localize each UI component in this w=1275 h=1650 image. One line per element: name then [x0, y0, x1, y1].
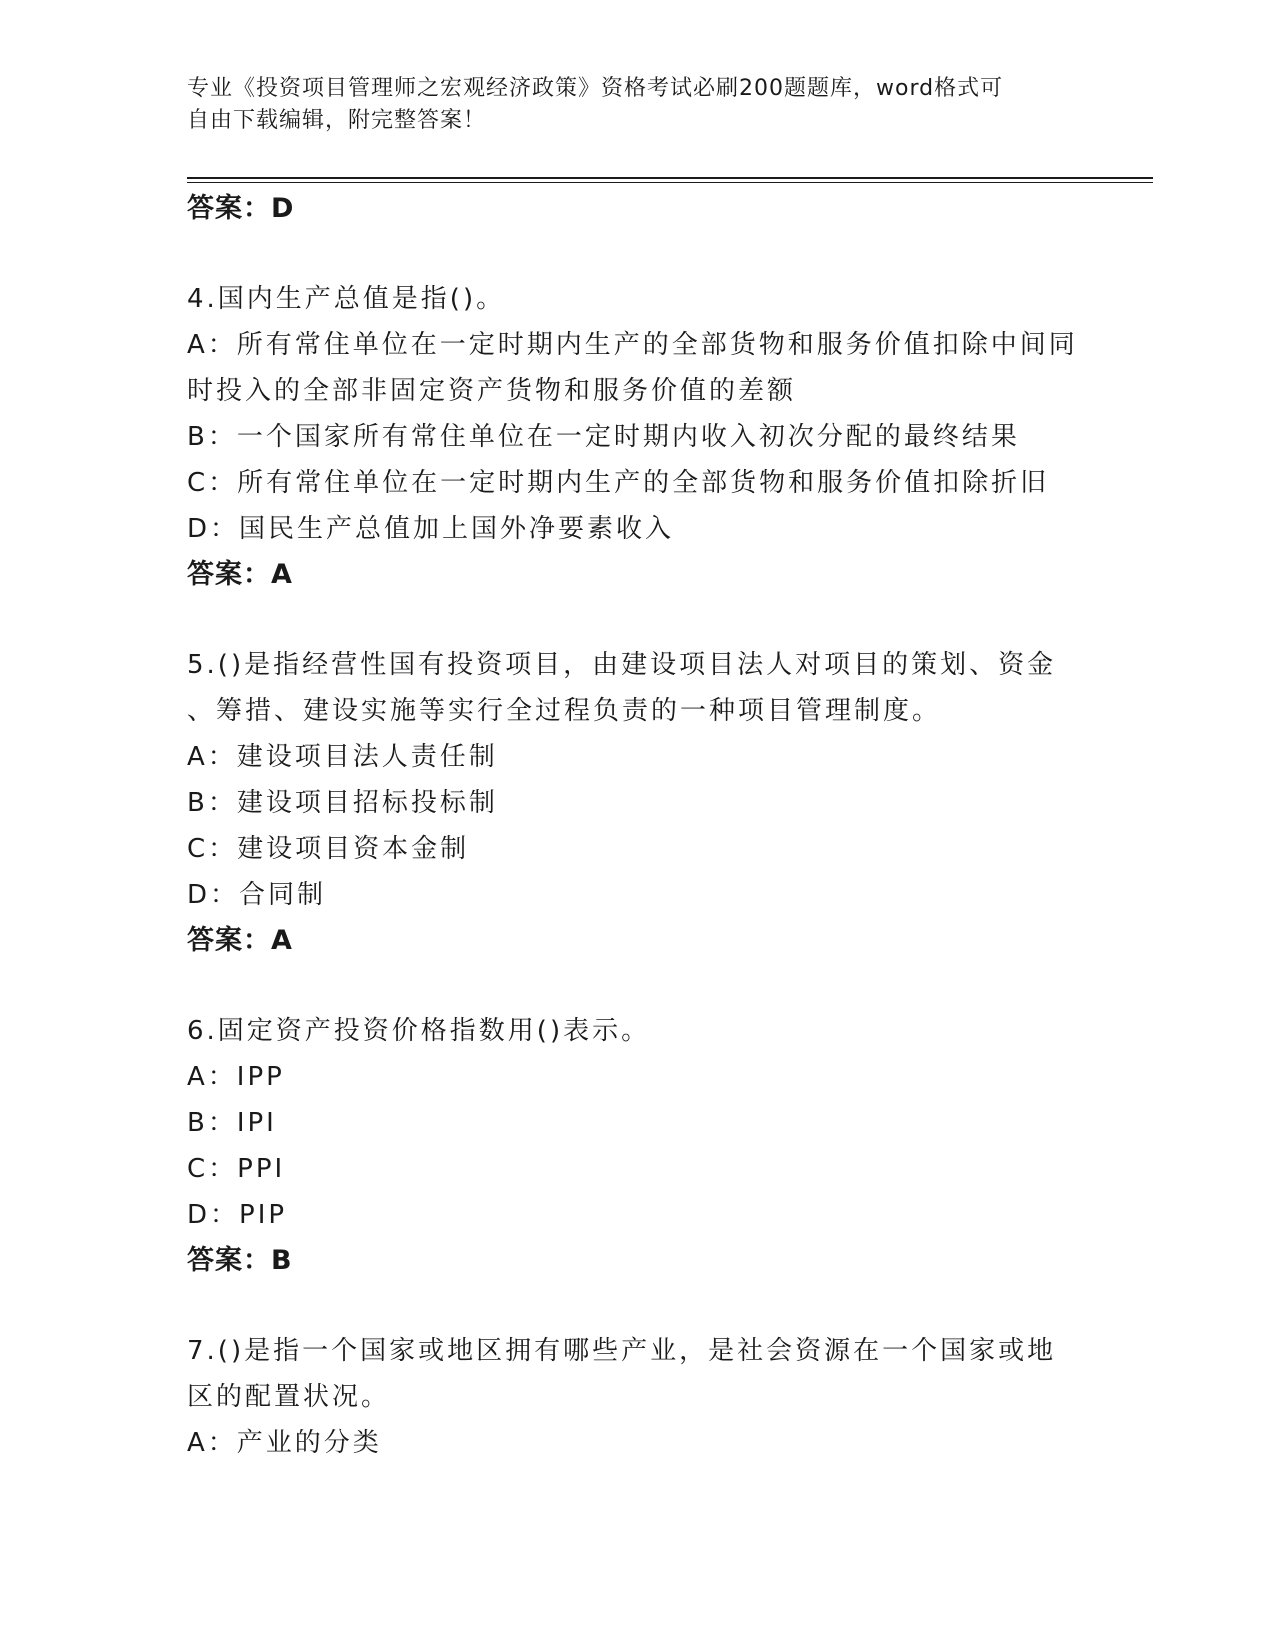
option-b: B：建设项目招标投标制: [187, 788, 498, 818]
question-stem-continued: 区的配置状况。: [187, 1382, 391, 1412]
spacer: [187, 232, 1087, 276]
spacer: [187, 598, 1087, 642]
question-5: [187, 642, 1087, 964]
question-6: [187, 1008, 1087, 1284]
option-c: C：所有常住单位在一定时期内生产的全部货物和服务价值扣除折旧: [187, 468, 1050, 498]
option-a: A：产业的分类: [187, 1428, 382, 1458]
header-rule-thin: [187, 182, 1153, 183]
question-list: [187, 186, 1087, 1466]
option-a: A：所有常住单位在一定时期内生产的全部货物和服务价值扣除中间同: [187, 330, 1078, 360]
spacer: [187, 1284, 1087, 1328]
question-7: [187, 1328, 1087, 1466]
option-c: C：PPI: [187, 1154, 286, 1184]
header-rule-thick: [187, 177, 1153, 179]
option-d: D：PIP: [187, 1200, 288, 1230]
option-a-continued: 时投入的全部非固定资产货物和服务价值的差额: [187, 376, 797, 406]
question-4: [187, 276, 1087, 598]
answer-previous: 答案：D: [187, 193, 295, 224]
question-stem: 6.固定资产投资价格指数用()表示。: [187, 1016, 651, 1046]
page-header: [187, 73, 1067, 137]
option-c: C：建设项目资本金制: [187, 834, 470, 864]
question-stem: 7.()是指一个国家或地区拥有哪些产业，是社会资源在一个国家或地: [187, 1336, 1057, 1366]
question-stem: 5.()是指经营性国有投资项目，由建设项目法人对项目的策划、资金: [187, 650, 1057, 680]
question-stem-continued: 、筹措、建设实施等实行全过程负责的一种项目管理制度。: [187, 696, 942, 726]
option-a: A：建设项目法人责任制: [187, 742, 498, 772]
answer: 答案：B: [187, 1245, 293, 1276]
spacer: [187, 964, 1087, 1008]
answer: 答案：A: [187, 925, 293, 956]
option-b: B：一个国家所有常住单位在一定时期内收入初次分配的最终结果: [187, 422, 1020, 452]
header-line-1: 专业《投资项目管理师之宏观经济政策》资格考试必刷200题题库，word格式可: [187, 76, 1004, 101]
answer: 答案：A: [187, 559, 293, 590]
option-d: D：国民生产总值加上国外净要素收入: [187, 514, 675, 544]
option-b: B：IPI: [187, 1108, 277, 1138]
question-stem: 4.国内生产总值是指()。: [187, 284, 506, 314]
header-line-2: 自由下载编辑，附完整答案！: [187, 108, 487, 133]
option-d: D：合同制: [187, 880, 327, 910]
option-a: A：IPP: [187, 1062, 285, 1092]
